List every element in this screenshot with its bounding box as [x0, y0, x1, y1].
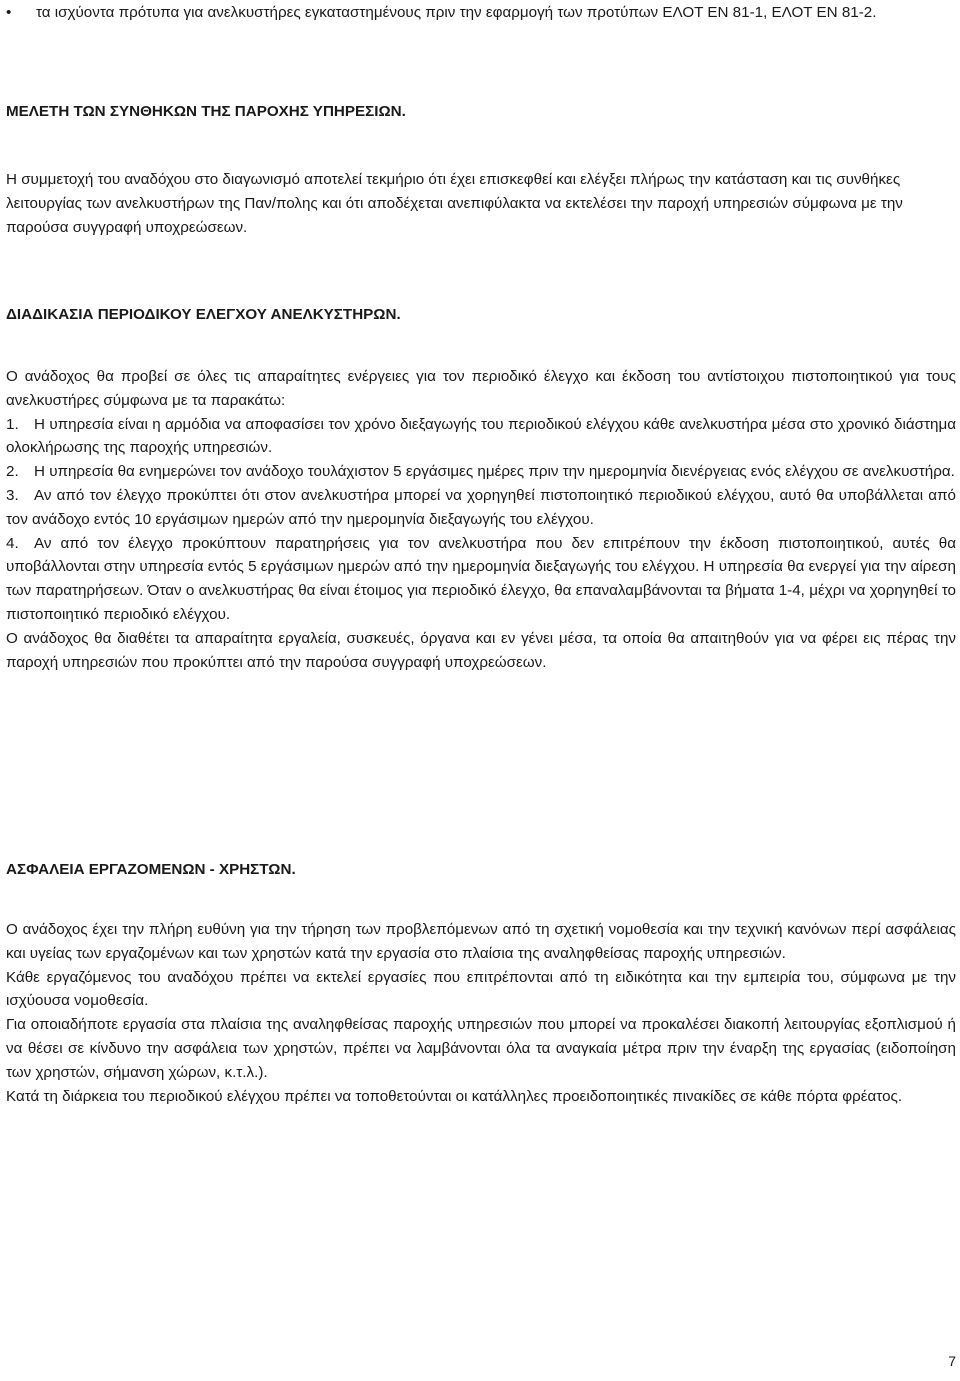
bullet-icon: • — [6, 4, 12, 21]
item-number: 3. — [6, 486, 19, 504]
section-heading-safety: ΑΣΦΑΛΕΙΑ ΕΡΓΑΖΟΜΕΝΩΝ - ΧΡΗΣΤΩΝ. — [6, 861, 296, 878]
section-heading-conditions: ΜΕΛΕΤΗ ΤΩΝ ΣΥΝΘΗΚΩΝ ΤΗΣ ΠΑΡΟΧΗΣ ΥΠΗΡΕΣΙΩΝ. — [6, 103, 406, 120]
inspection-item-3 — [6, 484, 956, 532]
safety-paragraph-1: Ο ανάδοχος έχει την πλήρη ευθύνη για την τήρηση των προβλεπόμενων από τη σχετική νομοθεσία και την τεχνική κανόνων περί ασφάλειας και υγείας των εργαζομένων και των χρηστών κατά την εργασία στο πλαίσια της αναληφθείσας παροχής υπηρεσιών. — [6, 921, 956, 962]
inspection-intro: Ο ανάδοχος θα προβεί σε όλες τις απαραίτητες ενέργειες για τον περιοδικό έλεγχο και έκδοση του αντίστοιχου πιστοποιητικού για τους ανελκυστήρες σύμφωνα με τα παρακάτω: — [6, 368, 956, 409]
item-text: Η υπηρεσία είναι η αρμόδια να αποφασίσει τον χρόνο διεξαγωγής του περιοδικού ελέγχου κάθε ανελκυστήρα μέσα στο χρονικό διάστημα ολοκλήρωσης της παροχής υπηρεσιών. — [6, 415, 956, 457]
item-text: Αν από τον έλεγχο προκύπτει ότι στον ανελκυστήρα μπορεί να χορηγηθεί πιστοποιητικό περιοδικού ελέγχου, αυτό θα υποβάλλεται από τον ανάδοχο εντός 10 εργάσιμων ημερών από την ημερομηνία διεξαγωγής του ελέγχου. — [6, 486, 956, 528]
section-heading-periodic-inspection: ΔΙΑΔΙΚΑΣΙΑ ΠΕΡΙΟΔΙΚΟΥ ΕΛΕΓΧΟΥ ΑΝΕΛΚΥΣΤΗΡΩΝ. — [6, 306, 401, 323]
item-text: Αν από τον έλεγχο προκύπτουν παρατηρήσεις για τον ανελκυστήρα που δεν επιτρέπουν την έκδοση πιστοποιητικού, αυτές θα υποβάλλονται στην υπηρεσία εντός 5 εργάσιμων ημερών από την ημερομηνία διεξαγωγής του ελέγχου. Η υπηρεσία θα ενεργεί για την αίρεση των παρατηρήσεων. Όταν ο ανελκυστήρας θα είναι έτοιμος για περιοδικό έλεγχο, θα επαναλαμβάνονται τα βήματα 1-4, μέχρι να χορηγηθεί το πιστοποιητικό περιοδικό ελέγχου. — [6, 534, 956, 623]
inspection-item-4 — [6, 532, 956, 627]
safety-paragraph-3: Για οποιαδήποτε εργασία στα πλαίσια της αναληφθείσας παροχής υπηρεσιών που μπορεί να προκαλέσει διακοπή λειτουργίας εξοπλισμού ή να θέσει σε κίνδυνο την ασφάλεια των χρηστών, πρέπει να λαμβάνονται όλα τα αναγκαία μέτρα πριν την έναρξη της εργασίας (ειδοποίηση των χρηστών, σήμανση χώρων, κ.τ.λ.). — [6, 1016, 956, 1081]
inspection-item-1 — [6, 413, 956, 461]
item-number: 4. — [6, 534, 19, 552]
inspection-closing-paragraph: Ο ανάδοχος θα διαθέτει τα απαραίτητα εργαλεία, συσκευές, όργανα και εν γένει μέσα, τα οποία θα απαιτηθούν για να φέρει εις πέρας την παροχή υπηρεσιών που προκύπτει από την παρούσα συγγραφή υποχρεώσεων. — [6, 629, 956, 671]
safety-paragraph-4: Κατά τη διάρκεια του περιοδικού ελέγχου πρέπει να τοποθετούνται οι κατάλληλες προειδοποιητικές πινακίδες σε κάθε πόρτα φρέατος. — [6, 1087, 903, 1105]
intro-bullet-item — [6, 1, 956, 25]
item-number: 1. — [6, 415, 19, 433]
inspection-item-2 — [6, 460, 956, 484]
item-text: Η υπηρεσία θα ενημερώνει τον ανάδοχο τουλάχιστον 5 εργάσιμες ημέρες πριν την ημερομηνία διενέργειας ενός ελέγχου σε ανελκυστήρα. — [34, 463, 955, 481]
safety-body — [6, 918, 956, 1108]
safety-paragraph-2: Κάθε εργαζόμενος του αναδόχου πρέπει να εκτελεί εργασίες που επιτρέπονται από τη ειδικότητα και την εμπειρία του, σύμφωνα με την ισχύουσα νομοθεσία. — [6, 968, 956, 1010]
item-number: 2. — [6, 463, 19, 481]
periodic-inspection-body — [6, 365, 956, 674]
intro-bullet-text: τα ισχύοντα πρότυπα για ανελκυστήρες εγκαταστημένους πριν την εφαρμογή των προτύπων ΕΛΟΤ ΕΝ 81-1, ΕΛΟΤ ΕΝ 81-2. — [36, 4, 877, 21]
page-number: 7 — [948, 1353, 956, 1369]
conditions-paragraph: Η συμμετοχή του αναδόχου στο διαγωνισμό αποτελεί τεκμήριο ότι έχει επισκεφθεί και ελέγξει πλήρως την κατάσταση και τις συνθήκες λειτουργίας των ανελκυστήρων της Παν/πολης και ότι αποδέχεται ανεπιφύλακτα να εκτελέσει την παροχή υπηρεσιών σύμφωνα με την παρούσα συγγραφή υποχρεώσεων. — [6, 171, 903, 236]
